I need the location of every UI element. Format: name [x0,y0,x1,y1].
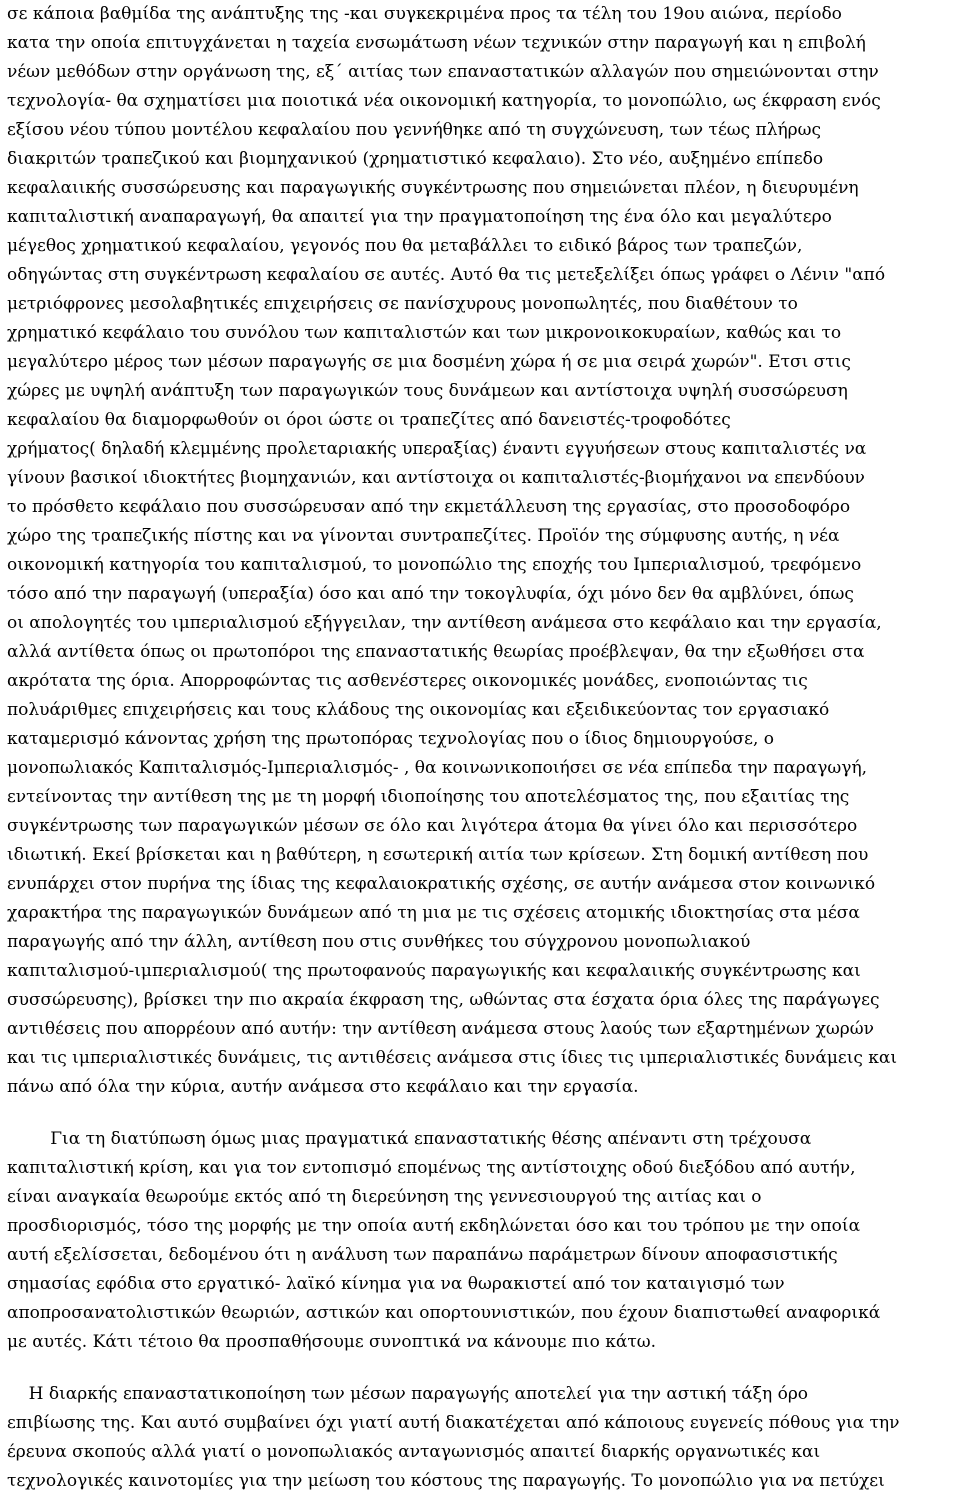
text-line: αντιθέσεις που απορρέουν από αυτήν: την αντίθεση ανάμεσα στους λαούς των εξαρτημένων χωρών [7,1019,874,1039]
text-line: χώρο της τραπεζικής πίστης και να γίνονται συντραπεζίτες. Προϊόν της σύμφυσης αυτής, η νέα [7,526,840,546]
text-line: σημασίας εφόδια στο εργατικό- λαϊκό κίνημα για να θωρακιστεί από τον καταιγισμό των [7,1274,785,1294]
paragraph [7,1125,957,1357]
text-line: ιδιωτική. Εκεί βρίσκεται και η βαθύτερη, η εσωτερική αιτία των κρίσεων. Στη δομική αντίθεση που [7,845,869,865]
paragraph-spacer [7,1357,957,1380]
text-line: παραγωγής από την άλλη, αντίθεση που στις συνθήκες του σύγχρονου μονοπωλιακού [7,932,751,952]
text-line: επιβίωσης της. Και αυτό συμβαίνει όχι γιατί αυτή διακατέχεται από κάποιους ευγενείς πόθους για την [7,1413,900,1433]
text-line: μεγαλύτερο μέρος των μέσων παραγωγής σε μια δοσμένη χώρα ή σε μια σειρά χωρών". Ετσι στις [7,352,851,372]
text-line: συσσώρευσης), βρίσκει την πιο ακραία έκφραση της, ωθώντας στα έσχατα όρια όλες της παράγωγες [7,990,880,1010]
text-line: ακρότατα της όρια. Απορροφώντας τις ασθενέστερες οικονομικές μονάδες, ενοποιώντας τις [7,671,808,691]
text-line: οδηγώντας στη συγκέντρωση κεφαλαίου σε αυτές. Αυτό θα τις μετεξελίξει όπως γράφει ο Λένιν "από [7,265,886,285]
text-line: εξίσου νέου τύπου μοντέλου κεφαλαίου που γεννήθηκε από τη συγχώνευση, των τέως πλήρως [7,120,822,140]
text-line: χρηματικό κεφάλαιο του συνόλου των καπιταλιστών και των μικρονοικοκυραίων, καθώς και το [7,323,842,343]
text-line: διακριτών τραπεζικού και βιομηχανικού (χρηματιστικό κεφαλαιο). Στο νέο, αυξημένο επίπεδο [7,149,824,169]
text-line: και τις ιμπεριαλιστικές δυνάμεις, τις αντιθέσεις ανάμεσα στις ίδιες τις ιμπεριαλιστικές δυνάμεις και [7,1048,898,1068]
paragraph [7,0,957,1102]
text-line: σε κάποια βαθμίδα της ανάπτυξης της -και συγκεκριμένα προς τα τέλη του 19ου αιώνα, περίοδο [7,4,842,24]
text-line: είναι αναγκαία θεωρούμε εκτός από τη διερεύνηση της γεννεσιουργού της αιτίας και ο [7,1187,762,1207]
paragraph-spacer [7,1102,957,1125]
document-page [7,0,957,1491]
text-line: με αυτές. Κάτι τέτοιο θα προσπαθήσουμε συνοπτικά να κάνουμε πιο κάτω. [7,1332,657,1352]
text-line: καπιταλισμού-ιμπεριαλισμού( της πρωτοφανούς παραγωγικής και κεφαλαιικής συγκέντρωσης και [7,961,861,981]
text-line: το πρόσθετο κεφάλαιο που συσσώρευσαν από την εκμετάλλευση της εργασίας, στο προσοδοφόρο [7,497,851,517]
text-line: εντείνοντας την αντίθεση της με τη μορφή ιδιοποίησης του αποτελέσματος της, που εξαιτίας της [7,787,850,807]
text-line: Για τη διατύπωση όμως μιας πραγματικά επαναστατικής θέσης απέναντι στη τρέχουσα [7,1129,812,1149]
text-line: κατα την οποία επιτυγχάνεται η ταχεία ενσωμάτωση νέων τεχνικών στην παραγωγή και η επιβολή [7,33,866,53]
text-line: οικονομική κατηγορία του καπιταλισμού, το μονοπώλιο της εποχής του Ιμπεριαλισμού, τρεφόμενο [7,555,862,575]
text-line: γίνουν βασικοί ιδιοκτήτες βιομηχανιών, και αντίστοιχα οι καπιταλιστές-βιομήχανοι να επενδύουν [7,468,865,488]
text-line: τεχνολογία- θα σχηματίσει μια ποιοτικά νέα οικονομική κατηγορία, το μονοπώλιο, ως έκφραση ενός [7,91,881,111]
text-line: πολυάριθμες επιχειρήσεις και τους κλάδους της οικονομίας και εξειδικεύοντας τον εργασιακό [7,700,830,720]
text-line: προσδιορισμός, τόσο της μορφής με την οποία αυτή εκδηλώνεται όσο και του τρόπου με την οποία [7,1216,861,1236]
text-line: έρευνα σκοπούς αλλά γιατί ο μονοπωλιακός ανταγωνισμός απαιτεί διαρκής οργανωτικές και [7,1442,821,1462]
text-line: καταμερισμό κάνοντας χρήση της πρωτοπόρας τεχνολογίας που ο ίδιος δημιουργούσε, ο [7,729,774,749]
text-line: κεφαλαιικής συσσώρευσης και παραγωγικής συγκέντρωσης που σημειώνεται πλέον, η διευρυμένη [7,178,859,198]
text-line: πάνω από όλα την κύρια, αυτήν ανάμεσα στο κεφάλαιο και την εργασία. [7,1077,639,1097]
text-line: χαρακτήρα της παραγωγικών δυνάμεων από τη μια με τις σχέσεις ατομικής ιδιοκτησίας στα μέσα [7,903,860,923]
text-line: κεφαλαίου θα διαμορφωθούν οι όροι ώστε οι τραπεζίτες από δανειστές-τροφοδότες [7,410,731,430]
text-line: χρήματος( δηλαδή κλεμμένης προλεταριακής υπεραξίας) έναντι εγγυήσεων στους καπιταλιστές να [7,439,867,459]
text-line: νέων μεθόδων στην οργάνωση της, εξ΄ αιτίας των επαναστατικών αλλαγών που σημειώνονται στην [7,62,879,82]
text-line: τόσο από την παραγωγή (υπεραξία) όσο και από την τοκογλυφία, όχι μόνο δεν θα αμβλύνει, όπως [7,584,854,604]
text-line: αυτή εξελίσσεται, δεδομένου ότι η ανάλυση των παραπάνω παράμετρων δίνουν αποφασιστικής [7,1245,838,1265]
text-line: καπιταλιστική αναπαραγωγή, θα απαιτεί για την πραγματοποίηση της ένα όλο και μεγαλύτερο [7,207,832,227]
text-line: συγκέντρωσης των παραγωγικών μέσων σε όλο και λιγότερα άτομα θα γίνει όλο και περισσότερο [7,816,858,836]
text-line: μονοπωλιακός Καπιταλισμός-Ιμπεριαλισμός- , θα κοινωνικοποιήσει σε νέα επίπεδα την παραγωγή, [7,758,868,778]
text-line: καπιταλιστική κρίση, και για τον εντοπισμό επομένως της αντίστοιχης οδού διεξόδου από αυτήν, [7,1158,856,1178]
paragraph [7,1380,957,1496]
text-line: ενυπάρχει στον πυρήνα της ίδιας της κεφαλαιοκρατικής σχέσης, σε αυτήν ανάμεσα στον κοινωνικό [7,874,876,894]
text-line: αποπροσανατολιστικών θεωριών, αστικών και οπορτουνιστικών, που έχουν διαπιστωθεί αναφορικά [7,1303,881,1323]
text-line: τεχνολογικές καινοτομίες για την μείωση του κόστους της παραγωγής. Το μονοπώλιο για να πετύχει [7,1471,885,1491]
text-line: χώρες με υψηλή ανάπτυξη των παραγωγικών τους δυνάμεων και αντίστοιχα υψηλή συσσώρευση [7,381,848,401]
text-line: Η διαρκής επαναστατικοποίηση των μέσων παραγωγής αποτελεί για την αστική τάξη όρο [7,1384,809,1404]
text-line: οι απολογητές του ιμπεριαλισμού εξήγγειλαν, την αντίθεση ανάμεσα στο κεφάλαιο και την εργασία, [7,613,882,633]
text-line: μέγεθος χρηματικού κεφαλαίου, γεγονός που θα μεταβάλλει το ειδικό βάρος των τραπεζών, [7,236,803,256]
text-line: μετριόφρονες μεσολαβητικές επιχειρήσεις σε πανίσχυρους μονοπωλητές, που διαθέτουν το [7,294,798,314]
text-line: αλλά αντίθετα όπως οι πρωτοπόροι της επαναστατικής θεωρίας προέβλεψαν, θα την εξωθήσει στα [7,642,865,662]
